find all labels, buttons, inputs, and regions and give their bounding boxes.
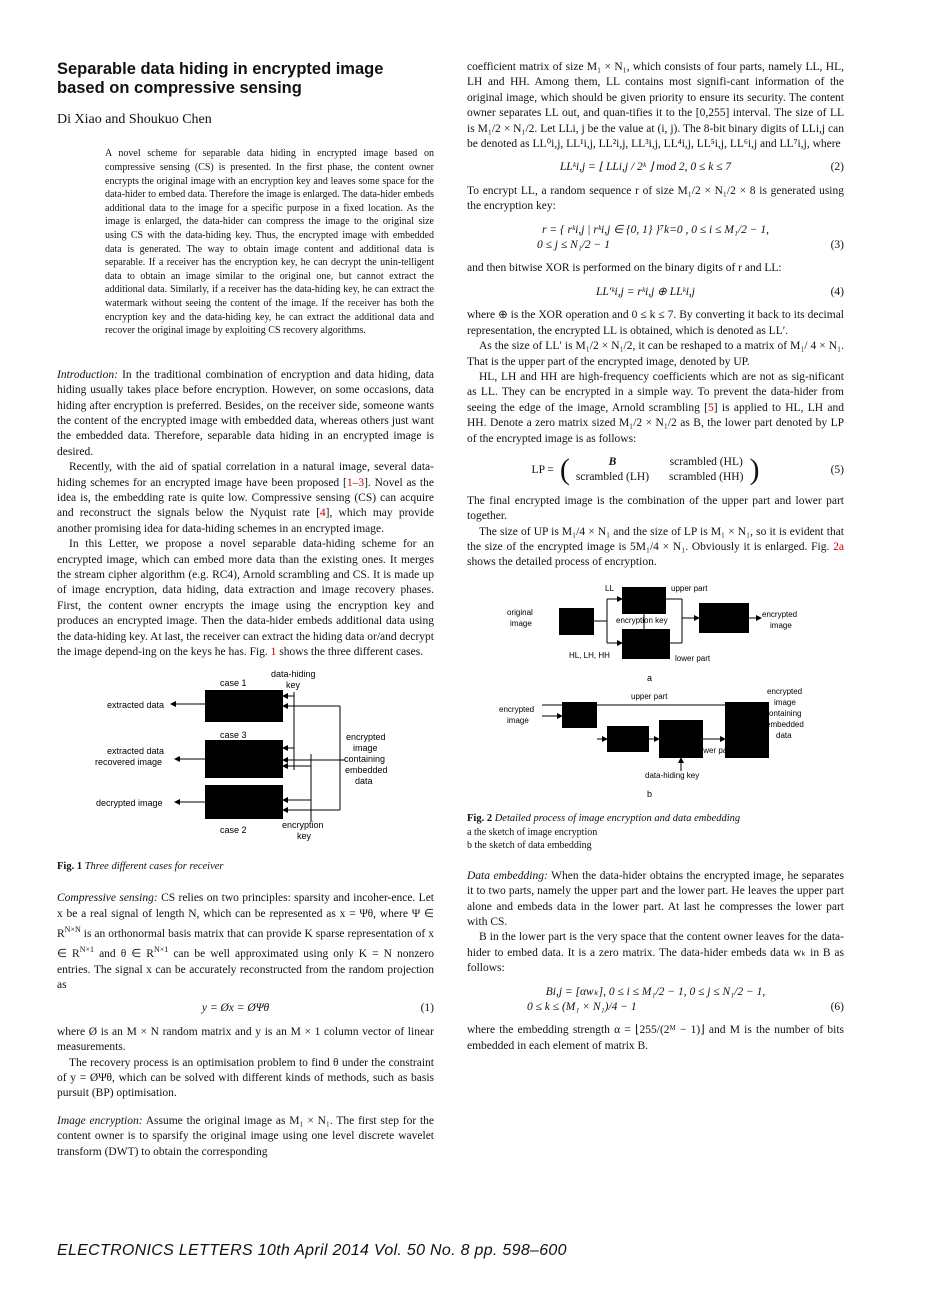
svg-text:image: image bbox=[774, 697, 796, 707]
cs-heading: Compressive sensing: bbox=[57, 892, 158, 905]
scramble-box bbox=[622, 629, 670, 659]
figure-1-caption: Fig. 1 Three different cases for receiver bbox=[57, 860, 224, 872]
combine-box bbox=[699, 603, 749, 633]
equation-4: LL′ᵏi,j = rᵏi,j ⊕ LLᵏi,j (4) bbox=[596, 285, 844, 298]
label-encrypted-image: encrypted bbox=[346, 732, 386, 743]
left-column bbox=[57, 60, 434, 1160]
dwt-box bbox=[559, 608, 594, 635]
receiver-box-case1 bbox=[205, 690, 283, 722]
label-original-image: original bbox=[507, 607, 533, 617]
label-case2: case 2 bbox=[220, 825, 247, 836]
label-encrypted-image-b: encrypted bbox=[499, 704, 535, 714]
encryption-paragraph-4: where ⊕ is the XOR operation and 0 ≤ k ≤ 7. By converting it back to its decimal representation, the encrypted LL is obtained, which is denoted as LL′. bbox=[467, 309, 844, 337]
abstract: A novel scheme for separable data hiding in encrypted image based on compressive sensing (CS) is presented. In the first phase, the content owner encrypts the original image with an encryption key and leaves some space for the data-hider to embed data. Therefore the image is enlarged. The data-hider embeds additional data to the image for a specific purpose in a fixed location. As the image is enlarged, the data-hider can compress the image to the original size using CS with the data-hiding key. Thus, the encrypted image with embedded data is generated. The way to obtain image content and additional data is separable. If a receiver has the encryption key, he can decrypt the unin-telligent data to obtain an image similar to the original one, but cannot extract the additional data. Similarly, if a receiver has the data-hiding key, he can extract the watermark without seeing the content of the image. If the receiver has both the encryption key and the data-hiding key, he can extract the additional data and recover the original image by exploiting CS recovery algorithms. bbox=[105, 148, 434, 337]
svg-text:embedded: embedded bbox=[766, 719, 804, 729]
encryption-paragraph-1: Image encryption: Assume the original image as M₁ × N₁. The first step for the content owner is to sparsify the original image using one level discrete wavelet transform (DWT) to obtain the corresponding bbox=[57, 1114, 435, 1158]
label-case1: case 1 bbox=[220, 678, 247, 689]
svg-text:data: data bbox=[355, 776, 373, 787]
embedding-paragraph-3: where the embedding strength α = ⌊255/(2ᴹ − 1)⌋ and M is the number of bits embedded in each element of matrix B. bbox=[467, 1024, 844, 1052]
receiver-box-case3 bbox=[205, 740, 283, 778]
encrypt-ll-box bbox=[622, 587, 666, 614]
embedding-paragraph-2: B in the lower part is the very space that the content owner leaves for the data-hider to embed data. It is a zero matrix. The data-hider embeds data wₖ in B as follows: bbox=[467, 931, 844, 975]
svg-text:embedded: embedded bbox=[345, 765, 388, 776]
svg-text:encrypted: encrypted bbox=[767, 686, 803, 696]
citation-link[interactable]: 4 bbox=[319, 507, 326, 520]
authors: Di Xiao and Shoukuo Chen bbox=[57, 112, 212, 127]
label-extracted: extracted data bbox=[107, 700, 165, 711]
svg-text:lower part: lower part bbox=[697, 745, 733, 755]
intro-paragraph-3: In this Letter, we propose a novel separable data-hiding scheme for an encrypted image, which can embed more data than the existing ones. It merges the stream cipher algorithm (e.g. RC4), Arnold scrambling and CS. It is made up of image encryption, data hiding, data extraction and image recovery phases. First, the content owner encrypts the image using the encryption key and produces an encrypted image. Then the data-hider embeds additional data using the data-hiding key. At last, the receiver can extract the hiding data or/and decrypt the image depend-ing on the keys he has. Fig. 1 shows the three different cases. bbox=[57, 538, 435, 659]
encryption-paragraph-3: and then bitwise XOR is performed on the binary digits of r and LL: bbox=[467, 262, 782, 275]
equation-6: Bi,j = [αwₖ], 0 ≤ i ≤ M₁/2 − 1, 0 ≤ j ≤ N₁/2 − 1, 0 ≤ k ≤ (M₁ × N₁)/4 − 1 (6) bbox=[527, 985, 844, 1013]
svg-text:containing: containing bbox=[344, 754, 386, 765]
encryption-heading: Image encryption: bbox=[57, 1114, 143, 1127]
embedding-paragraph-1: Data embedding: When the data-hider obtains the encrypted image, he separates it to two parts, namely the upper part and the lower part. He leaves the upper part alone and embeds data in the lower part. At last he compresses the lower part with CS. bbox=[467, 869, 844, 928]
paper-title: Separable data hiding in encrypted image based on compressive sensing bbox=[57, 60, 384, 97]
subfig-b-label: b bbox=[647, 788, 653, 799]
figure-2-subcaption-b: b the sketch of data embedding bbox=[467, 840, 592, 852]
encryption-paragraph-8: The size of UP is M₁/4 × N₁ and the size of LP is M₁ × N₁, so it is evident that the size of the encrypted image is 5M₁/4 × N₁. Obviously it is enlarged. Fig. 2a shows the detailed process of encryption. bbox=[467, 525, 844, 569]
svg-text:HL, LH, HH: HL, LH, HH bbox=[569, 650, 610, 660]
label-dhkey: data-hiding bbox=[271, 670, 316, 680]
figure-link[interactable]: 1 bbox=[270, 646, 277, 659]
equation-2: LLᵏi,j = ⌊ LLi,j / 2ᵏ ⌋ mod 2, 0 ≤ k ≤ 7 (2) bbox=[559, 161, 844, 174]
label-extracted2: extracted data bbox=[107, 746, 165, 757]
label-recovered: recovered image bbox=[95, 757, 163, 768]
cs-paragraph-2: where Ø is an M × N random matrix and y is an M × 1 column vector of linear measurements. bbox=[57, 1025, 434, 1054]
receiver-box-case2 bbox=[205, 785, 283, 819]
svg-text:data: data bbox=[776, 730, 792, 740]
svg-text:image: image bbox=[770, 620, 792, 630]
intro-heading: Introduction: bbox=[57, 368, 118, 381]
equation-3: r = { rᵏi,j | rᵏi,j ∈ {0, 1} }⁷k=0 , 0 ≤ i ≤ M₁/2 − 1, 0 ≤ j ≤ N₁/2 − 1 (3) bbox=[537, 223, 844, 252]
figure-2-subcaption-a: a the sketch of image encryption bbox=[467, 826, 598, 838]
figure-1-diagram bbox=[57, 670, 434, 850]
figure-2 bbox=[467, 581, 844, 808]
citation-link[interactable]: 1–3 bbox=[346, 476, 365, 489]
svg-text:containing: containing bbox=[765, 708, 802, 718]
encryption-paragraph-7: The final encrypted image is the combination of the upper part and lower part together. bbox=[467, 494, 844, 523]
embedding-heading: Data embedding: bbox=[467, 869, 548, 882]
figure-2-caption: Fig. 2 Detailed process of image encryption and data embedding bbox=[467, 813, 741, 825]
svg-text:image: image bbox=[510, 618, 532, 628]
cs-paragraph-3: The recovery process is an optimisation problem to find θ under the constraint of y = ØΨθ, which can be solved with different kinds of methods, such as basis pursuit (BP) optimisation. bbox=[57, 1056, 434, 1100]
label-ll: LL bbox=[605, 583, 614, 593]
encryption-paragraph-5: As the size of LL′ is M₁/2 × N₁/2, it can be reshaped to a matrix of M₁/ 4 × N₁. That is the upper part of the encrypted image, denoted by UP. bbox=[467, 340, 844, 368]
figure-link[interactable]: 2a bbox=[833, 540, 844, 553]
intro-paragraph-2: Recently, with the aid of spatial correlation in a natural image, several data-hiding schemes for an encrypted image have been proposed [1–3]. Novel as the idea is, the embedding rate is quite low. Compressive sensing (CS) can acquire and reconstruct the signals below the Nyquist rate [4], which may provide another promising idea for data-hiding schemes in an encrypted image. bbox=[57, 461, 434, 535]
svg-text:key: key bbox=[297, 831, 312, 842]
subfig-a-label: a bbox=[647, 672, 653, 683]
embed-box bbox=[607, 726, 649, 752]
right-column bbox=[467, 60, 844, 1054]
encryption-paragraph-6: HL, LH and HH are high-frequency coefficients which are not as sig-nificant as LL. They can be encrypted in a simple way. To prevent the data-hider from seeing the edge of the image, Arnold scrambling [5] is applied to HL, LH and HH. Denote a zero matrix sized M₁/2 × N₁/2 as B, the lower part denoted by LP of the encrypted image is as follows: bbox=[467, 370, 844, 445]
svg-text:encrypted: encrypted bbox=[762, 609, 798, 619]
label-dhkey-b: data-hiding key bbox=[645, 770, 700, 780]
figure-1 bbox=[57, 670, 434, 855]
intro-paragraph-1: Introduction: In the traditional combination of encryption and data hiding, data hiding usually takes place before encryption. However, on some occasions, data hiding after encryption is preferred. Besides, on the receiver side, someone wants the content of the encrypted image with embedded data, whereas others just want the embedded data. Therefore, separable data hiding in an encrypted image is desired. bbox=[57, 368, 434, 458]
svg-text:upper part: upper part bbox=[631, 691, 668, 701]
cs-paragraph-1: Compressive sensing: CS relies on two principles: sparsity and incoher-ence. Let x be a real signal of length N, which can be represented as x = Ψθ, where Ψ ∈ $R^{N\times N}$ is an orthonormal basis matrix that can provide K sparse representation of x ∈ $R^{N\times 1}$ and θ ∈ $R^{N\times 1}$ can be well approximated using only K = N nonzero entries. The signal x can be accurately reconstructed from the random projection as bbox=[57, 892, 434, 992]
svg-text:image: image bbox=[353, 743, 378, 754]
svg-text:lower part: lower part bbox=[675, 653, 711, 663]
equation-5: LP = ( B scrambled (HL) scrambled (LH) scrambled (HH) ) (5) bbox=[531, 453, 844, 487]
figure-2-diagram bbox=[467, 581, 844, 803]
label-decrypted: decrypted image bbox=[96, 798, 163, 809]
encryption-paragraph-2: To encrypt LL, a random sequence r of size M₁/2 × N₁/2 × 8 is generated using the encryption key: bbox=[467, 184, 844, 213]
label-enckey: encryption bbox=[282, 820, 324, 831]
citation-link[interactable]: 5 bbox=[708, 401, 714, 414]
split-box bbox=[562, 702, 597, 728]
equation-1: y = Øx = ØΨθ (1) bbox=[201, 1002, 434, 1015]
encryption-paragraph-1-cont: coefficient matrix of size M₁ × N₁, which consists of four parts, namely LL, HL, LH and HH. Among them, LL contains most signifi-cant information of the original image, which should be given priority to ensure its security. The content owner separates LL out, and quan-tifies it to the [0,255] interval. The size of LL is M₁/2 × N₁/2. Let LLi, j be the value at (i, j). The 8-bit binary digits of LLi,j can be denoted as LL⁰i,j, LL¹i,j, LL²i,j, LL³i,j, LL⁴i,j, LL⁵i,j, LL⁶i,j and LL⁷i,j, where bbox=[467, 61, 844, 151]
label-case3: case 3 bbox=[220, 730, 247, 741]
label-enckey-a: encryption key bbox=[616, 615, 668, 625]
journal-footer: ELECTRONICS LETTERS 10th April 2014 Vol. 50 No. 8 pp. 598–600 bbox=[57, 1242, 567, 1259]
svg-text:key: key bbox=[286, 680, 301, 691]
svg-text:image: image bbox=[507, 715, 529, 725]
svg-text:upper part: upper part bbox=[671, 583, 708, 593]
